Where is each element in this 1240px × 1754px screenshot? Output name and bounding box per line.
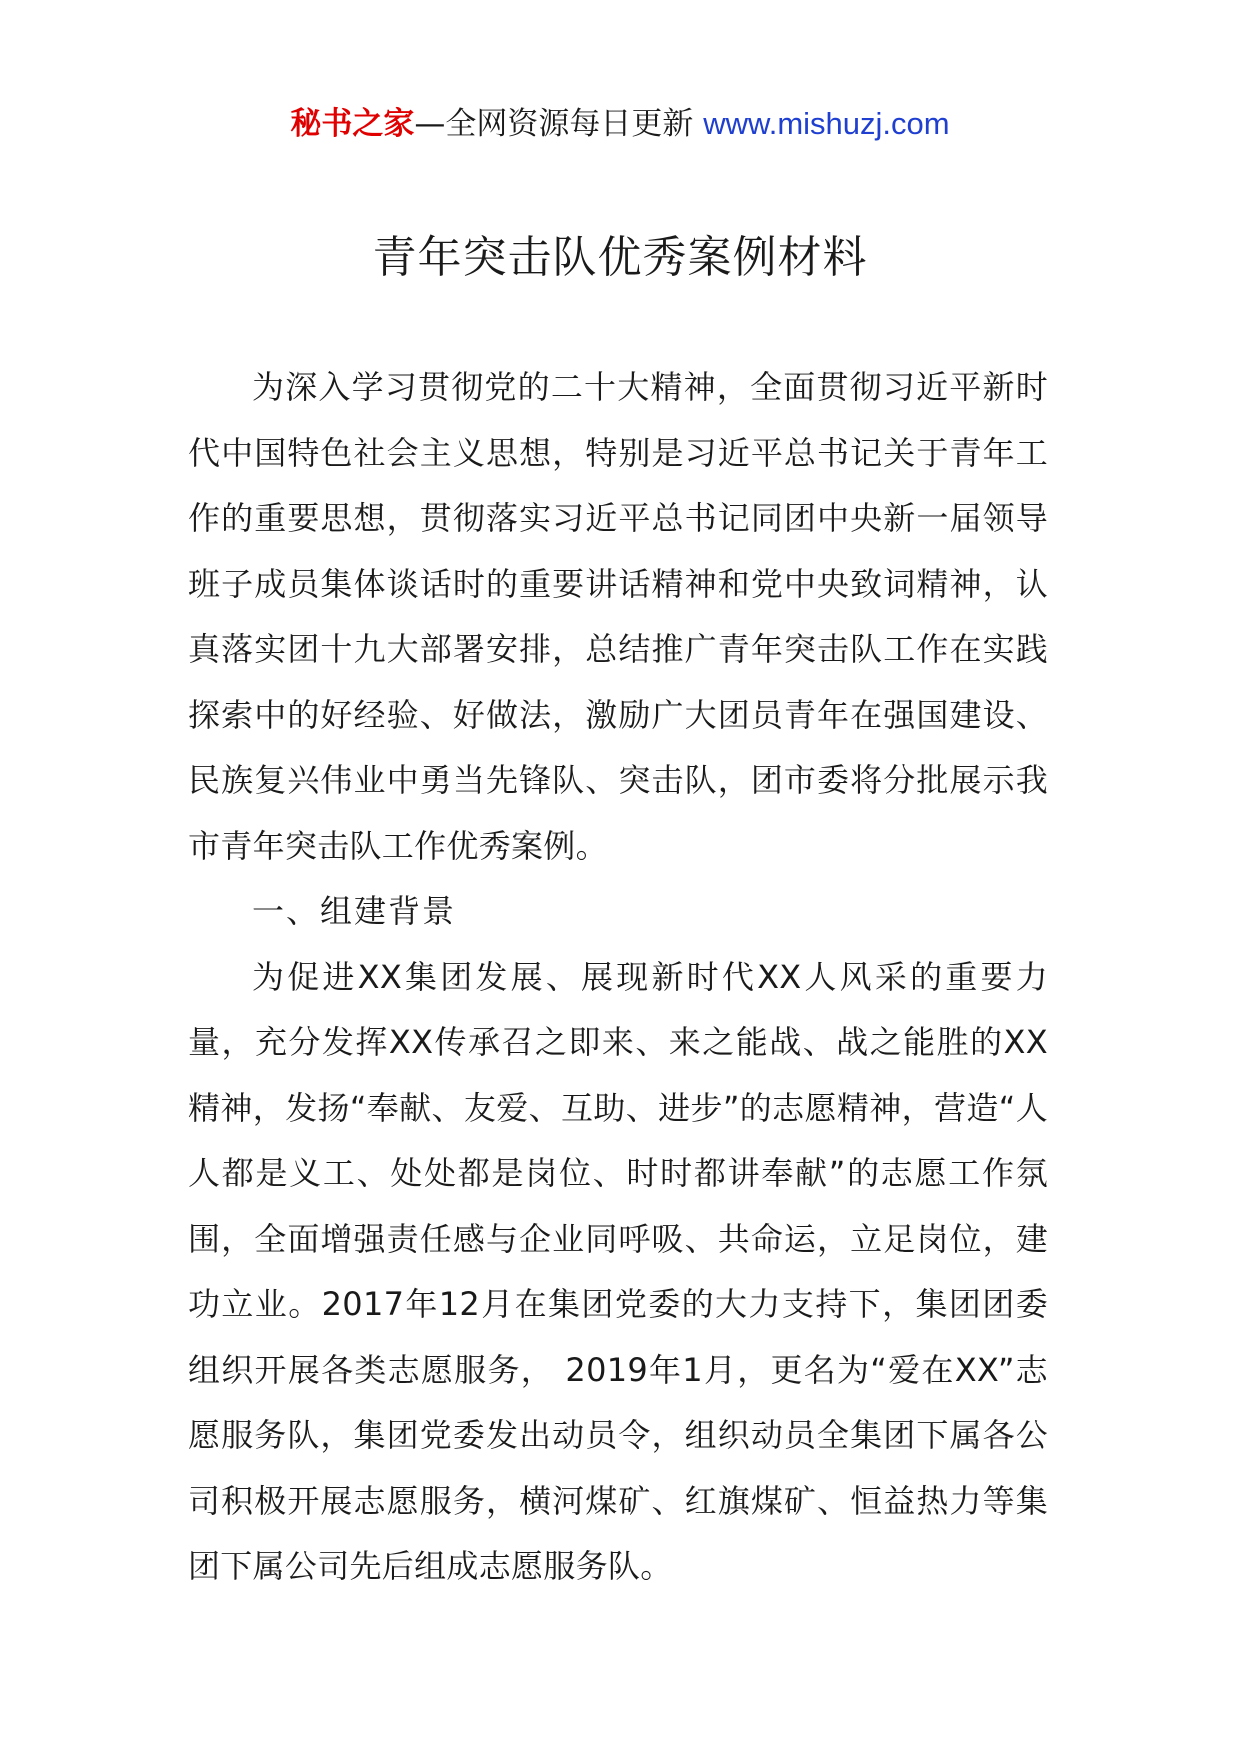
paragraph-background: 为促进XX集团发展、展现新时代XX人风采的重要力量，充分发挥XX传承召之即来、来之能战、战之能胜的XX精神，发扬“奉献、友爱、互助、进步”的志愿精神，营造“人人都是义工、处处都是岗位、时时都讲奉献”的志愿工作氛围，全面增强责任感与企业同呼吸、共命运，立足岗位，建功立业。2017年12月在集团党委的大力支持下，集团团委组织开展各类志愿服务， 2019年1月，更名为“爱在XX”志愿服务队，集团党委发出动员令，组织动员全集团下属各公司积极开展志愿服务，横河煤矿、红旗煤矿、恒益热力等集团下属公司先后组成志愿服务队。 bbox=[188, 957, 1048, 1585]
document-title: 青年突击队优秀案例材料 bbox=[372, 232, 868, 283]
site-tagline: —全网资源每日更新 bbox=[414, 106, 694, 142]
section-heading: 一、组建背景 bbox=[252, 892, 457, 930]
site-url-link[interactable]: www.mishuzj.com bbox=[703, 106, 950, 141]
site-brand: 秘书之家 bbox=[290, 106, 415, 142]
document-body bbox=[188, 355, 1048, 1600]
paragraph-intro: 为深入学习贯彻党的二十大精神，全面贯彻习近平新时代中国特色社会主义思想，特别是习近平总书记关于青年工作的重要思想，贯彻落实习近平总书记同团中央新一届领导班子成员集体谈话时的重要讲话精神和党中央致词精神，认真落实团十九大部署安排，总结推广青年突击队工作在实践探索中的好经验、好做法，激励广大团员青年在强国建设、民族复兴伟业中勇当先锋队、突击队，团市委将分批展示我市青年突击队工作优秀案例。 bbox=[188, 368, 1048, 865]
site-header bbox=[0, 102, 1240, 146]
